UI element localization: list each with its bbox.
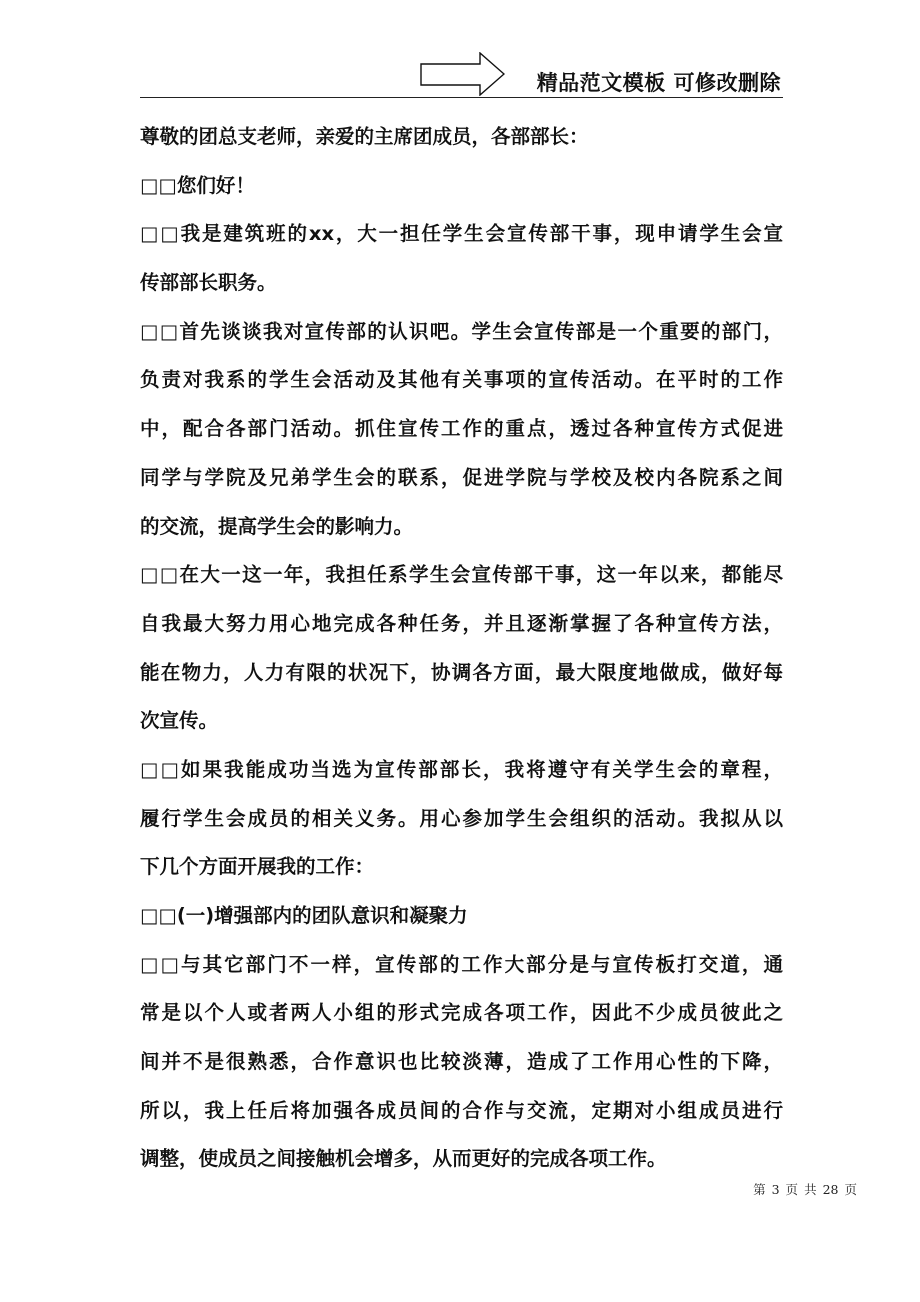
page-header [140, 50, 783, 98]
body-text-line: □□在大一这一年，我担任系学生会宣传部干事，这一年以来，都能尽 [140, 563, 783, 587]
header-title: 精品范文模板 可修改删除 [536, 71, 781, 95]
body-text-line: 调整，使成员之间接触机会增多，从而更好的完成各项工作。 [140, 1147, 667, 1171]
footer-ye-end: 页 [844, 1182, 857, 1197]
body-text-line: 履行学生会成员的相关义务。用心参加学生会组织的活动。我拟从以 [140, 806, 783, 830]
body-text-line: □□您们好！ [140, 173, 255, 197]
body-text-line: 所以，我上任后将加强各成员间的合作与交流，定期对小组成员进行 [140, 1098, 783, 1122]
page-footer [750, 1180, 860, 1198]
body-text-line: 自我最大努力用心地完成各种任务，并且逐渐掌握了各种宣传方法， [140, 611, 783, 635]
right-arrow-outline-icon [420, 52, 505, 96]
total-pages-number: 28 [822, 1182, 839, 1197]
body-text-line: 次宣传。 [140, 709, 219, 733]
current-page-number: 3 [771, 1182, 780, 1197]
body-text-line: 能在物力，人力有限的状况下，协调各方面，最大限度地做成，做好每 [140, 660, 783, 684]
body-text-line: □□(一)增强部内的团队意识和凝聚力 [140, 904, 468, 927]
footer-ye: 页 [785, 1182, 799, 1197]
body-text-line: 中，配合各部门活动。抓住宣传工作的重点，透过各种宣传方式促进 [140, 417, 783, 441]
body-text-line: 下几个方面开展我的工作： [140, 855, 375, 879]
body-text-line: 负责对我系的学生会活动及其他有关事项的宣传活动。在平时的工作 [140, 368, 783, 392]
footer-di: 第 [753, 1182, 766, 1197]
body-text-line: 同学与学院及兄弟学生会的联系，促进学院与学校及校内各院系之间 [140, 465, 783, 489]
body-text-line: 的交流，提高学生会的影响力。 [140, 514, 414, 538]
header-rule [140, 97, 783, 98]
document-body [140, 113, 783, 1184]
body-text-line: □□首先谈谈我对宣传部的认识吧。学生会宣传部是一个重要的部门， [140, 319, 783, 343]
body-text-line: □□如果我能成功当选为宣传部部长，我将遵守有关学生会的章程， [140, 757, 783, 781]
body-text-line: 间并不是很熟悉，合作意识也比较淡薄，造成了工作用心性的下降， [140, 1050, 783, 1074]
body-text-line: 尊敬的团总支老师，亲爱的主席团成员，各部部长： [140, 125, 589, 148]
body-text-line: 常是以个人或者两人小组的形式完成各项工作，因此不少成员彼此之 [140, 1001, 783, 1025]
body-text-line: □□我是建筑班的xx，大一担任学生会宣传部干事，现申请学生会宣 [140, 222, 783, 246]
footer-gong: 共 [804, 1182, 817, 1197]
body-text-line: 传部部长职务。 [140, 271, 277, 295]
body-text-line: □□与其它部门不一样，宣传部的工作大部分是与宣传板打交道，通 [140, 952, 783, 976]
